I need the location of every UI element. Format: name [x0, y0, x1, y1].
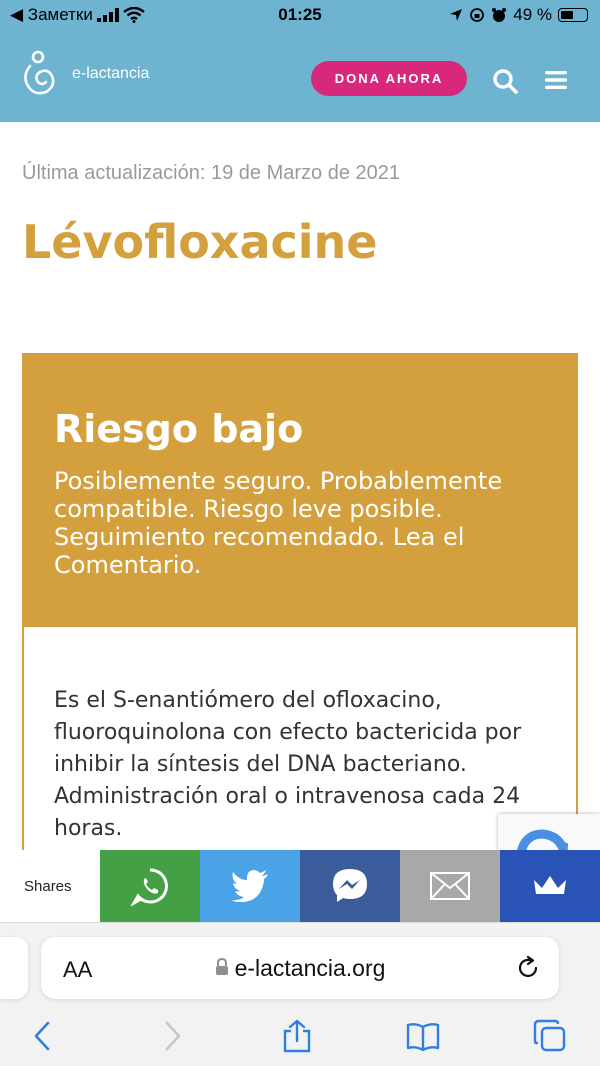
site-header [0, 30, 600, 122]
share-twitter-button[interactable] [200, 850, 300, 922]
back-chevron-icon[interactable] [26, 1019, 60, 1053]
risk-level-description: Posiblemente seguro. Probablemente compatible. Riesgo leve posible. Seguimiento recomendado. Lea el Comentario. [54, 467, 503, 579]
battery-percent: 49 % [513, 5, 552, 24]
status-bar [0, 0, 600, 30]
url-text: e-lactancia.org [234, 955, 386, 981]
rotation-lock-icon [469, 7, 485, 23]
tabs-icon[interactable] [533, 1019, 567, 1053]
address-bar[interactable] [41, 937, 559, 999]
back-app-label: ◀ Заметки [10, 5, 93, 24]
mother-baby-logo-icon [20, 50, 58, 98]
twitter-icon [231, 870, 269, 902]
risk-card [22, 353, 578, 873]
bookmarks-icon[interactable] [406, 1019, 440, 1053]
status-time: 01:25 [278, 5, 322, 24]
donate-button[interactable]: DONA AHORA [311, 61, 467, 96]
messenger-icon [331, 867, 369, 905]
search-icon[interactable] [492, 68, 518, 94]
share-email-button[interactable] [400, 850, 500, 922]
page-title: Lévofloxacine [22, 215, 378, 269]
previous-tab-peek[interactable] [0, 937, 28, 999]
share-bar [0, 850, 600, 922]
shares-label: Shares [24, 878, 72, 895]
battery-icon [558, 8, 588, 22]
forward-chevron-icon[interactable] [155, 1019, 189, 1053]
crown-icon [532, 874, 568, 898]
share-whatsapp-button[interactable] [100, 850, 200, 922]
hamburger-menu-icon[interactable] [545, 70, 567, 90]
browser-toolbar [0, 922, 600, 1066]
reader-options-button[interactable]: AA [63, 957, 93, 982]
last-updated: Última actualización: 19 de Marzo de 2021 [22, 162, 400, 184]
alarm-icon [491, 7, 507, 23]
risk-header [24, 355, 576, 627]
share-more-button[interactable] [500, 850, 600, 922]
lock-icon [215, 958, 229, 976]
url-display[interactable] [41, 955, 559, 982]
email-icon [430, 872, 470, 900]
location-icon [449, 8, 463, 22]
reload-icon[interactable] [515, 955, 541, 981]
share-icon[interactable] [280, 1019, 314, 1053]
whatsapp-icon [130, 866, 170, 906]
logo-text: e-lactancia [72, 65, 150, 82]
share-messenger-button[interactable] [300, 850, 400, 922]
risk-level-title: Riesgo bajo [54, 407, 304, 451]
site-logo[interactable] [20, 50, 149, 98]
drug-description: Es el S-enantiómero del ofloxacino, fluoroquinolona con efecto bactericida por inhibir la síntesis del DNA bacteriano. Administración oral o intravenosa cada 24 horas. [54, 688, 522, 841]
